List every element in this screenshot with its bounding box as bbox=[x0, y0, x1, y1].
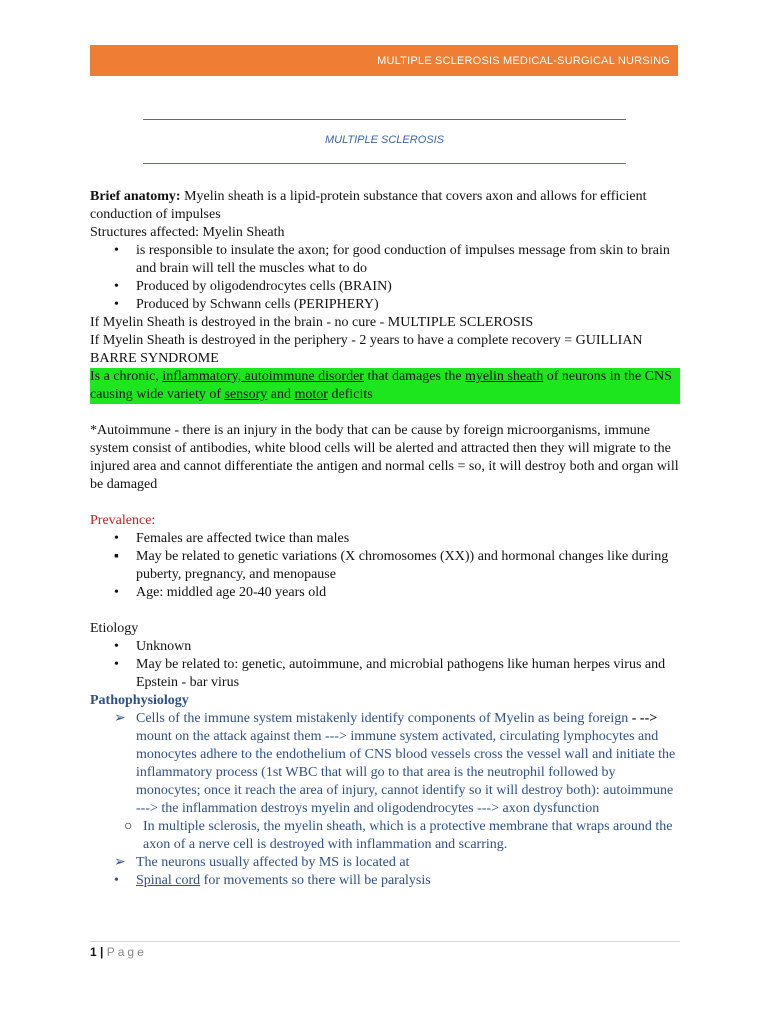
arrow-bullet-icon: ➢ bbox=[114, 855, 126, 870]
etiology-heading: Etiology bbox=[90, 621, 139, 636]
bullet-marker: • bbox=[114, 279, 119, 294]
bullet-marker: • bbox=[114, 657, 119, 672]
circle-bullet-icon: ○ bbox=[124, 819, 133, 834]
pathophysiology-sublist bbox=[90, 818, 680, 854]
document-title: MULTIPLE SCLEROSIS bbox=[325, 134, 444, 146]
square-bullet-marker: ▪ bbox=[114, 549, 119, 564]
list-item: • is responsible to insulate the axon; for good conduction of impulses message from skin to brain and brain will tell the muscles what to do bbox=[114, 243, 670, 276]
page-footer bbox=[90, 945, 147, 959]
list-item: • Produced by Schwann cells (PERIPHERY) bbox=[114, 297, 379, 312]
structures-affected: Structures affected: Myelin Sheath bbox=[90, 225, 285, 240]
pathophysiology-list-continued bbox=[90, 854, 680, 890]
brain-destroyed-line: If Myelin Sheath is destroyed in the brain - no cure - MULTIPLE SCLEROSIS bbox=[90, 315, 534, 330]
periphery-destroyed-line: If Myelin Sheath is destroyed in the periphery - 2 years to have a complete recovery = GUILLIAN BARRE SYNDROME bbox=[90, 333, 643, 366]
list-item: • Spinal cord for movements so there will be paralysis bbox=[114, 873, 431, 888]
anatomy-text: Myelin sheath is a lipid-protein substance that covers axon and allows for efficient conduction of impulses bbox=[90, 189, 647, 222]
definition-highlight: Is a chronic, inflammatory, autoimmune disorder that damages the myelin sheath of neurons in the CNS causing wide variety of sensory and motor deficits bbox=[90, 368, 680, 404]
bullet-marker: • bbox=[114, 531, 119, 546]
list-item: • Females are affected twice than males bbox=[114, 531, 350, 546]
title-rule-bottom bbox=[143, 163, 626, 164]
anatomy-paragraph bbox=[90, 188, 680, 224]
title-rule-top bbox=[143, 119, 626, 120]
pathophysiology-heading: Pathophysiology bbox=[90, 693, 189, 708]
anatomy-label: Brief anatomy: bbox=[90, 189, 181, 204]
list-item: ▪ May be related to genetic variations (X chromosomes (XX)) and hormonal changes like during puberty, pregnancy, and menopause bbox=[114, 549, 669, 582]
bullet-marker: • bbox=[114, 243, 119, 258]
bullet-marker: • bbox=[114, 585, 119, 600]
bullet-marker: • bbox=[114, 873, 119, 888]
page-number: 1 bbox=[90, 945, 97, 959]
bullet-marker: • bbox=[114, 297, 119, 312]
etiology-list bbox=[90, 638, 680, 692]
list-item: • Unknown bbox=[114, 639, 192, 654]
bullet-marker: • bbox=[114, 639, 119, 654]
autoimmune-note: *Autoimmune - there is an injury in the body that can be cause by foreign microorganisms, immune system consist of antibodies, white blood cells will be alerted and attracted then they will migrate to the injured area and cannot differentiate the antigen and normal cells = so, it will destroy both and organ will be damaged bbox=[90, 423, 679, 492]
pathophysiology-list bbox=[90, 710, 680, 818]
prevalence-heading: Prevalence: bbox=[90, 513, 156, 528]
list-item: • May be related to: genetic, autoimmune, and microbial pathogens like human herpes virus and Epstein - bar virus bbox=[114, 657, 666, 690]
prevalence-list bbox=[90, 530, 680, 602]
footer-divider bbox=[90, 941, 680, 942]
page-separator: | bbox=[96, 945, 107, 959]
list-item: • Produced by oligodendrocytes cells (BRAIN) bbox=[114, 279, 392, 294]
arrow-bullet-icon: ➢ bbox=[114, 711, 126, 726]
header-bar bbox=[90, 45, 678, 76]
page-word: Page bbox=[106, 945, 147, 959]
list-item: • Age: middled age 20-40 years old bbox=[114, 585, 327, 600]
document-body bbox=[90, 188, 680, 890]
header-title: MULTIPLE SCLEROSIS MEDICAL-SURGICAL NURSING bbox=[377, 54, 670, 67]
list-item: ○ In multiple sclerosis, the myelin sheath, which is a protective membrane that wraps around the axon of a nerve cell is destroyed with inflammation and scarring. bbox=[124, 819, 673, 852]
list-item: ➢ The neurons usually affected by MS is located at bbox=[114, 855, 410, 870]
list-item: ➢ Cells of the immune system mistakenly identify components of Myelin as being foreign - --> mount on the attack against them ---> immune system activated, circulating lymphocytes and monocytes adhere to the endothelium of CNS blood vessels cross the vessel wall and initiate the inflammatory process (1st WBC that will go to that area is the neutrophil followed by monocytes; once it reach the area of injury, cannot identify so it will destroy both): autoimmune ---> the inflammation destroys myelin and oligodendrocytes ---> axon dysfunction bbox=[114, 711, 676, 816]
anatomy-bullets bbox=[90, 242, 680, 314]
